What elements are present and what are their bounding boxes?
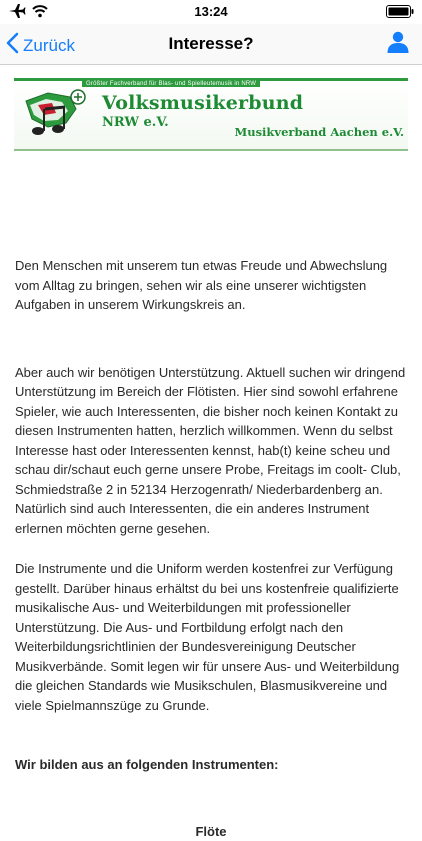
page-title: Interesse? <box>0 34 422 54</box>
person-icon <box>386 41 410 58</box>
logo-image <box>18 83 96 150</box>
profile-button[interactable] <box>386 30 410 59</box>
banner-title: Volksmusikerbund <box>102 92 303 114</box>
training-paragraph: Die Instrumente und die Uniform werden kostenfrei zur Verfügung gestellt. Darüber hinaus erhältst du bei uns kostenfreie qualifizierte musikalische Aus- und Weiterbildungen mit professioneller Unterstützung. Die Aus- und Fortbildung erfolgt nach den Weiterbildungsrichtlinien der Bundesvereinigung Deutscher Musikverbände. Somit legen wir für unsere Aus- und Weiterbildung die gleichen Standards wie Musikschulen, Blasmusikvereine und viele Spielmannszüge zu Grunde. <box>15 559 407 715</box>
status-bar <box>0 0 422 24</box>
support-paragraph: Aber auch wir benötigen Unterstützung. Aktuell suchen wir dringend Unterstützung im Bereich der Flötisten. Hier sind sowohl erfahrene Spieler, wie auch Interessenten, die bisher noch keinen Kontakt zu diesen Instrumenten hatten, herzlich willkommen. Wenn du selbst Interesse hast oder Interessenten kennst, hab(t) keine scheu und schau dir/schaut euch gerne unsere Probe, Freitags im coolt- Club, Schmiedstraße 2 in 52134 Herzogenrath/ Niederbardenberg an. Natürlich sind auch Interessenten, die ein anderes Instrument erlernen möchten gerne gesehen. <box>15 363 407 539</box>
header-banner <box>14 78 408 151</box>
banner-verband: Musikverband Aachen e.V. <box>234 125 404 139</box>
back-button-label: Zurück <box>23 36 75 56</box>
battery-icon <box>386 5 414 21</box>
instruments-heading: Wir bilden aus an folgenden Instrumenten: <box>15 755 407 775</box>
banner-subtitle: NRW e.V. <box>102 115 169 130</box>
instrument-item: Flöte <box>15 822 407 841</box>
status-time: 13:24 <box>0 4 422 19</box>
intro-paragraph: Den Menschen mit unserem tun etwas Freude und Abwechslung vom Alltag zu bringen, sehen wir als eine unserer wichtigsten Aufgaben in unserem Wirkungskreis an. <box>15 256 407 315</box>
banner-tagline: Größter Fachverband für Blas- und Spielleutemusik in NRW <box>82 81 260 87</box>
content-area <box>0 256 422 841</box>
navigation-bar <box>0 24 422 65</box>
